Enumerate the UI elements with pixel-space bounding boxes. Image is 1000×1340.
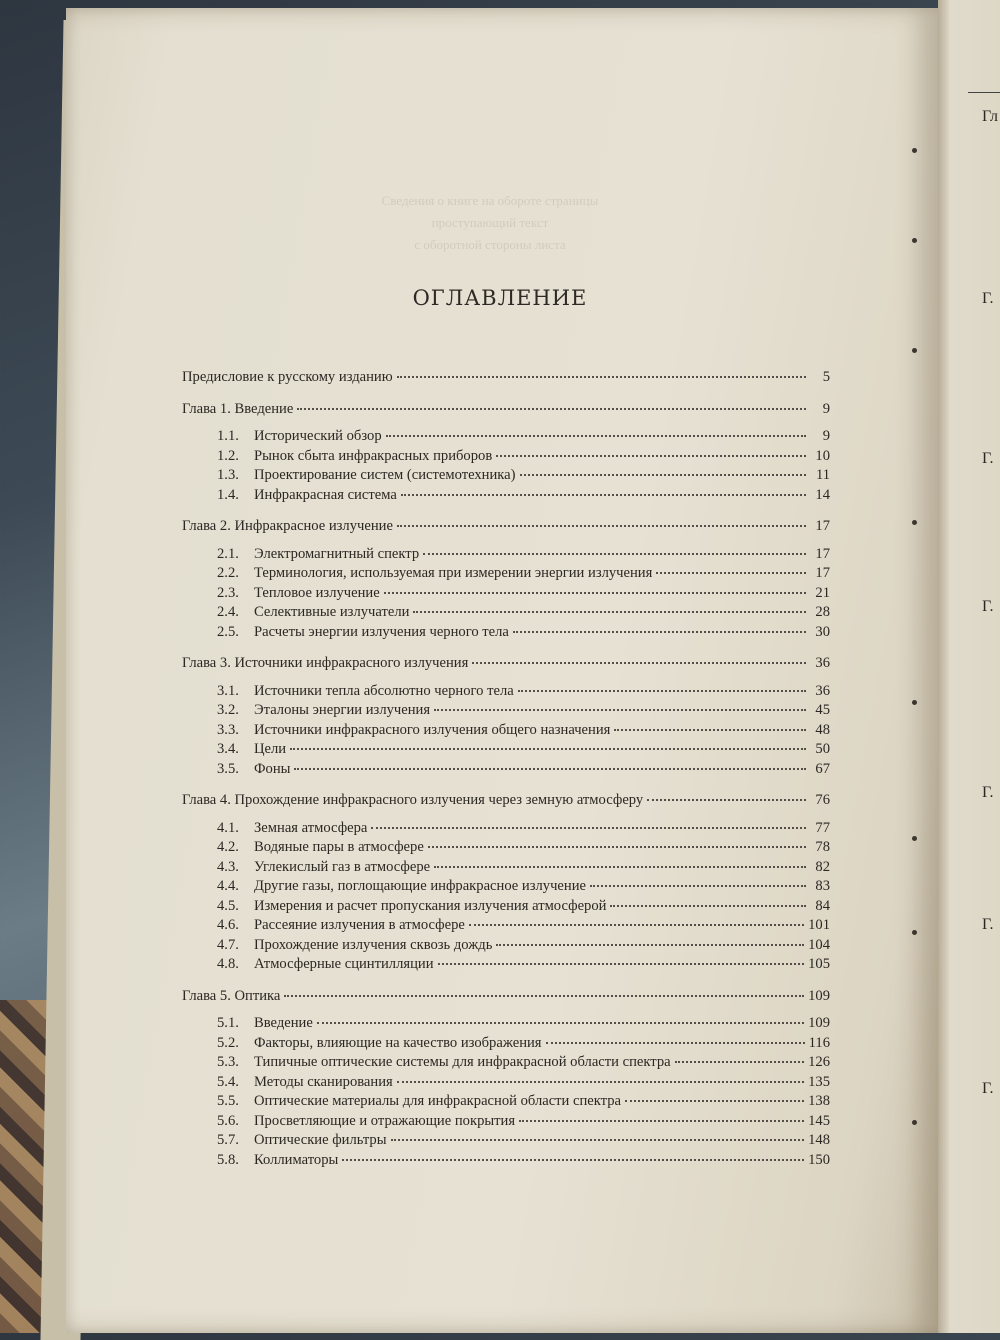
dot-leader [469,909,804,926]
section-name: Цели [254,741,287,757]
facing-page-fragment: Г. [982,1080,994,1097]
section-number: 4.6. [217,917,239,933]
dot-leader [675,1046,805,1063]
show-through-line: проступающий текст [431,215,549,230]
section-number: 5.4. [217,1073,239,1090]
dot-leader [413,596,806,613]
section-name: Терминология, используемая при измерении энергии излучения [254,565,653,581]
section-name: Измерения и расчет пропускания излучения атмосферой [254,897,607,914]
chapter-title: Глава 5. Оптика [182,987,281,1004]
page-number: 67 [815,760,830,777]
section-number: 3.1. [217,682,239,699]
dot-leader [438,948,805,965]
section-number: 2.5. [217,623,239,640]
binding-stitch [912,1120,917,1125]
section-number: 2.3. [217,584,239,601]
binding-stitch [912,238,917,243]
dot-leader [614,714,806,731]
dot-leader [290,733,806,750]
section-name: Расчеты энергии излучения черного тела [254,623,509,640]
section-list [182,423,830,501]
page-number: 11 [815,467,830,483]
dot-leader [397,361,806,378]
section-list [182,678,830,776]
entry-title: Предисловие к русскому изданию [182,369,393,385]
chapter-title: Глава 4. Прохождение инфракрасного излучения через земную атмосферу [182,792,644,808]
page-number: 135 [808,1073,830,1090]
section-name: Рынок сбыта инфракрасных приборов [254,447,493,464]
page-number: 101 [808,917,830,933]
section-name: Введение [254,1015,313,1031]
section-name: Источники тепла абсолютно черного тела [254,682,514,699]
dot-leader [647,784,806,801]
section-number: 4.1. [217,819,239,836]
section-number: 5.7. [217,1132,239,1148]
section-name: Методы сканирования [254,1073,393,1090]
chapter-title: Глава 3. Источники инфракрасного излучения [182,655,469,671]
section-number: 4.4. [217,878,239,894]
page-number: 150 [808,1151,830,1168]
facing-page-fragment: Г. [982,598,994,615]
section-number: 4.7. [217,936,239,953]
section-title [217,820,367,837]
section-title [217,839,424,856]
binding-stitch [912,348,917,353]
section-name: Водяные пары в атмосфере [254,839,424,855]
dot-leader [518,675,806,692]
section-name: Оптические фильтры [254,1132,387,1148]
section-title [217,604,409,621]
toc-section [182,619,830,639]
toc-chapter [182,396,830,416]
show-through-line: с оборотной стороны листа [414,237,566,252]
toc-chapter [182,983,830,1003]
section-name: Исторический обзор [254,428,382,444]
section-number: 2.2. [217,565,239,581]
section-number: 1.4. [217,486,239,503]
section-number: 1.3. [217,467,239,483]
section-name: Фоны [254,760,291,777]
toc-preface [182,364,830,384]
page-number: 83 [815,878,830,894]
section-title [217,1015,313,1032]
section-title [217,1152,338,1169]
section-name: Типичные оптические системы для инфракрасной области спектра [254,1054,671,1070]
section-number: 4.5. [217,897,239,914]
section-title [217,859,430,876]
chapter-title: Глава 1. Введение [182,400,294,417]
section-title [217,741,286,758]
page-number: 76 [815,792,830,808]
section-name: Атмосферные сцинтилляции [254,956,434,972]
dot-leader [590,870,806,887]
section-list [182,541,830,639]
binding-stitch [912,148,917,153]
page-number: 28 [815,604,830,620]
page-number: 48 [815,721,830,738]
dot-leader [496,440,806,457]
section-list [182,815,830,971]
page-number: 5 [822,369,830,385]
section-number: 4.8. [217,956,239,972]
facing-page-fragment: Г. [982,784,994,801]
section-title [217,761,290,778]
section-number: 5.1. [217,1015,239,1031]
page-number: 9 [822,428,830,444]
toc-chapter [182,650,830,670]
section-title [217,1035,542,1052]
dot-leader [401,479,806,496]
page-number: 77 [815,819,830,836]
section-title [217,546,419,563]
section-list [182,1010,830,1166]
section-number: 3.3. [217,721,239,738]
dot-leader [284,980,804,997]
section-name: Проектирование систем (системотехника) [254,467,516,483]
page-title: ОГЛАВЛЕНИЕ [412,286,588,310]
page-number: 9 [822,400,830,417]
page-number: 14 [815,486,830,503]
dot-leader [520,459,807,476]
dot-leader [423,538,806,555]
section-name: Просветляющие и отражающие покрытия [254,1112,516,1129]
page-number: 148 [808,1132,830,1148]
dot-leader [371,812,806,829]
dot-leader [342,1144,804,1161]
dot-leader [513,616,806,633]
page-number: 138 [808,1093,830,1109]
facing-page-fragment: Г. [982,290,994,307]
section-name: Тепловое излучение [254,584,380,601]
page-number: 21 [815,584,830,601]
section-name: Инфракрасная система [254,486,397,503]
dot-leader [317,1007,804,1024]
show-through-line: Сведения о книге на обороте страницы [381,193,599,208]
page-number: 145 [808,1112,830,1129]
section-name: Селективные излучатели [254,604,410,620]
dot-leader [434,694,806,711]
dot-leader [397,510,806,527]
section-number: 5.6. [217,1112,239,1129]
section-number: 3.2. [217,702,239,718]
dot-leader [386,420,806,437]
dot-leader [434,851,806,868]
page-number: 45 [815,702,830,718]
show-through-text [210,190,770,256]
section-title [217,917,465,934]
table-of-contents [182,364,830,1166]
section-title [217,702,430,719]
section-name: Электромагнитный спектр [254,545,420,562]
dot-leader [384,577,806,594]
dot-leader [428,831,806,848]
binding-stitch [912,836,917,841]
page-number: 82 [815,858,830,875]
toc-section [182,482,830,502]
page-number: 116 [808,1034,830,1051]
toc-section [182,1147,830,1167]
section-number: 2.1. [217,545,239,562]
page-number: 10 [815,447,830,464]
section-title [217,624,509,641]
facing-page-fragment: Гл [982,108,999,125]
dot-leader [656,557,806,574]
section-title [217,956,434,973]
section-number: 3.5. [217,760,239,777]
toc-chapter [182,513,830,533]
dot-leader [294,753,806,770]
section-number: 2.4. [217,604,239,620]
section-name: Факторы, влияющие на качество изображения [254,1034,542,1051]
section-number: 3.4. [217,741,239,757]
section-name: Углекислый газ в атмосфере [254,858,431,875]
section-title [217,428,382,445]
page-number: 50 [815,741,830,757]
page-number: 126 [808,1054,830,1070]
section-name: Коллиматоры [254,1151,339,1168]
section-name: Оптические материалы для инфракрасной области спектра [254,1093,622,1109]
section-number: 4.3. [217,858,239,875]
section-title [217,585,380,602]
page-number: 17 [815,565,830,581]
section-name: Источники инфракрасного излучения общего назначения [254,721,611,738]
page-number: 104 [808,936,830,953]
section-title [217,1074,393,1091]
section-name: Прохождение излучения сквозь дождь [254,936,493,953]
page-number: 36 [815,655,830,671]
page-number: 84 [815,897,830,914]
facing-page-fragment: Г. [982,916,994,933]
page-number: 17 [815,518,830,534]
section-number: 1.1. [217,428,239,444]
page-number: 36 [815,682,830,699]
page-number: 78 [815,839,830,855]
page-number: 109 [808,987,830,1004]
section-number: 5.3. [217,1054,239,1070]
page-number: 17 [815,545,830,562]
section-name: Другие газы, поглощающие инфракрасное излучение [254,878,587,894]
dot-leader [472,647,806,664]
dot-leader [610,890,806,907]
dot-leader [546,1027,805,1044]
toc-section [182,951,830,971]
section-number: 5.2. [217,1034,239,1051]
section-number: 4.2. [217,839,239,855]
page-number: 109 [808,1015,830,1031]
facing-page-rule [968,92,1000,93]
dot-leader [297,393,806,410]
section-name: Рассеяние излучения в атмосфере [254,917,465,933]
section-name: Земная атмосфера [254,819,368,836]
dot-leader [397,1066,804,1083]
binding-stitch [912,930,917,935]
dot-leader [625,1085,804,1102]
page-number: 30 [815,623,830,640]
dot-leader [496,929,804,946]
binding-stitch [912,700,917,705]
dot-leader [391,1124,805,1141]
section-name: Эталоны энергии излучения [254,702,431,718]
dot-leader [519,1105,804,1122]
page-number: 105 [808,956,830,972]
section-number: 1.2. [217,447,239,464]
binding-stitch [912,520,917,525]
chapter-title: Глава 2. Инфракрасное излучение [182,518,393,534]
section-number: 5.8. [217,1151,239,1168]
section-title [217,448,492,465]
toc-chapter [182,787,830,807]
toc-section [182,756,830,776]
section-number: 5.5. [217,1093,239,1109]
section-title [217,487,397,504]
section-title [217,878,586,895]
facing-page-fragment: Г. [982,450,994,467]
facing-page [938,0,1000,1333]
